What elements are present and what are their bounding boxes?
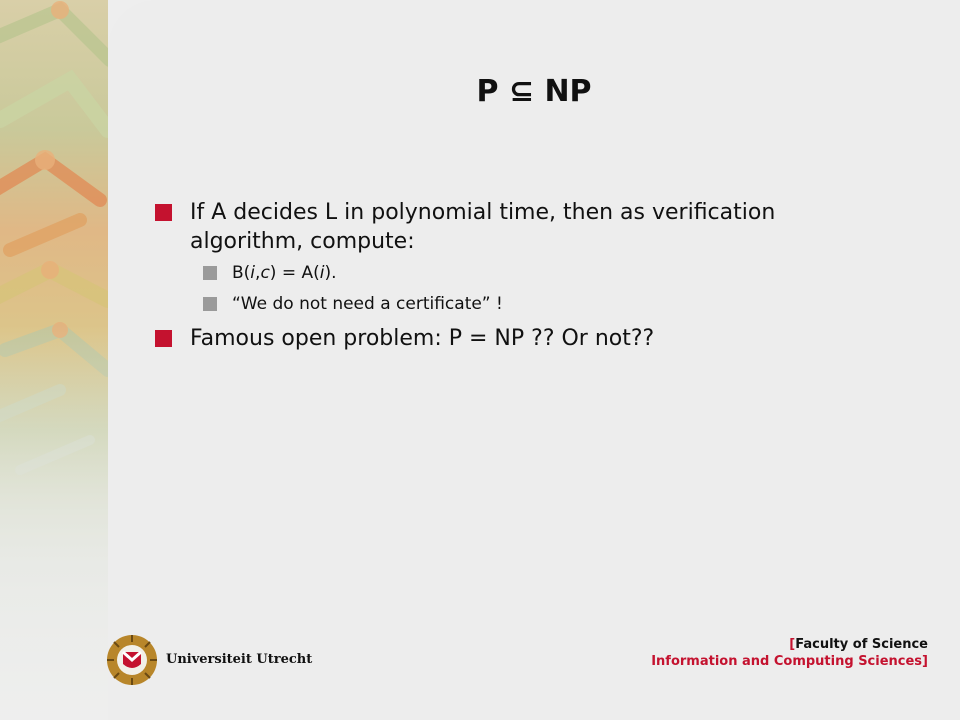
slide-title: P ⊆ NP bbox=[476, 74, 592, 109]
bullet-list bbox=[155, 198, 875, 359]
bullet-item bbox=[155, 198, 875, 256]
faculty-name: Faculty of Science bbox=[795, 637, 928, 652]
sub-bullet-item bbox=[155, 262, 875, 284]
bracket-open: [ bbox=[789, 637, 796, 652]
department-name: Information and Computing Sciences bbox=[651, 654, 923, 669]
bullet-text: Famous open problem: P = NP ?? Or not?? bbox=[190, 326, 655, 351]
bullet-item bbox=[155, 324, 875, 353]
strip-fade bbox=[0, 0, 108, 720]
sub-bullet-square-icon bbox=[203, 297, 217, 311]
bullet-square-icon bbox=[155, 330, 172, 347]
university-seal-icon bbox=[106, 634, 158, 686]
sub-bullet-text: “We do not need a certificate” ! bbox=[232, 294, 503, 314]
sub-bullet-square-icon bbox=[203, 266, 217, 280]
bullet-text: If A decides L in polynomial time, then as verification algorithm, compute: bbox=[190, 200, 776, 254]
faculty-label bbox=[651, 636, 928, 670]
bracket-close: ] bbox=[922, 654, 928, 669]
university-name: Universiteit Utrecht bbox=[166, 652, 313, 667]
decorative-side-strip bbox=[0, 0, 108, 720]
sub-bullet-text: B(i,c) = A(i). bbox=[232, 263, 337, 283]
sub-bullet-item bbox=[155, 293, 875, 315]
bullet-square-icon bbox=[155, 204, 172, 221]
